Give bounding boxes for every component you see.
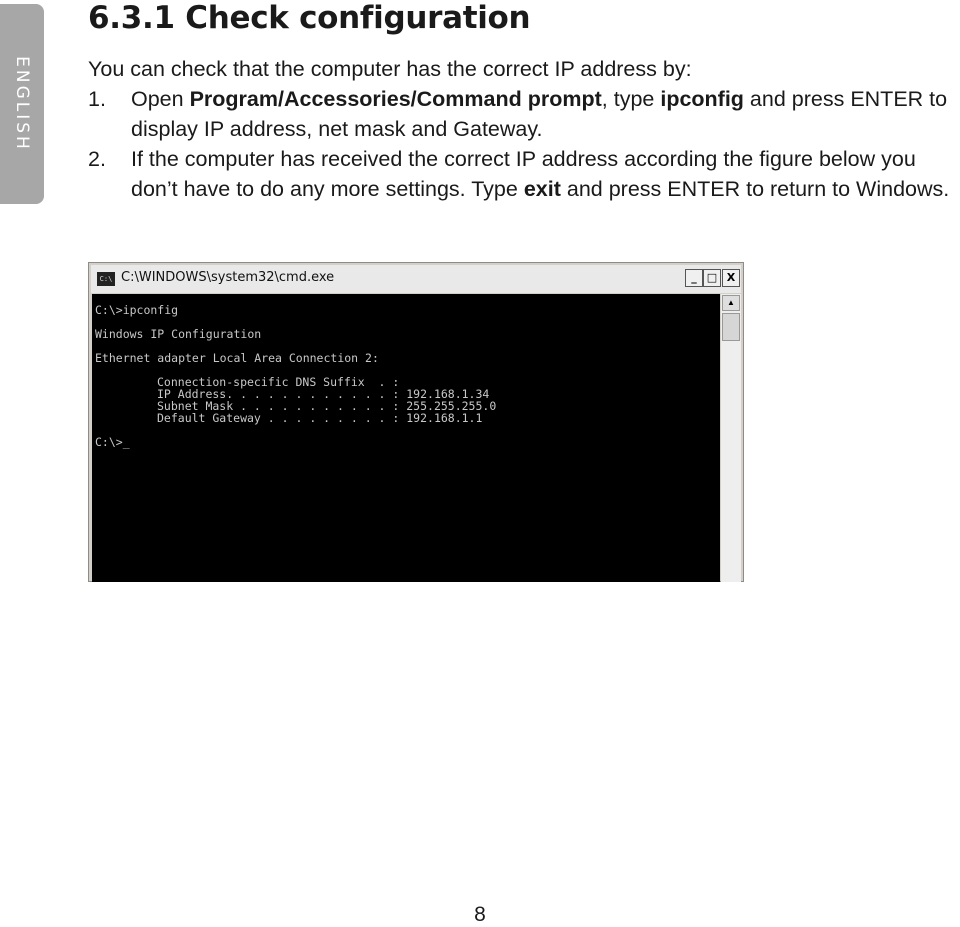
scroll-thumb[interactable]: [722, 313, 740, 341]
console-line: Subnet Mask . . . . . . . . . . . : 255.255.255.0: [157, 399, 497, 413]
console-line: Default Gateway . . . . . . . . . : 192.168.1.1: [157, 411, 483, 425]
console-prompt: C:\>_: [95, 435, 130, 449]
step-bold-text: exit: [523, 177, 561, 201]
close-button[interactable]: X: [722, 269, 740, 287]
console-line: Connection-specific DNS Suffix . :: [157, 375, 400, 389]
language-tab: [0, 4, 44, 204]
console-line: C:\>ipconfig: [95, 303, 179, 317]
cmd-window-screenshot: [88, 262, 744, 582]
step-bold-text: Program/Accessories/Command prompt: [189, 87, 602, 111]
scroll-up-arrow-icon[interactable]: ▲: [722, 295, 740, 311]
console-line: IP Address. . . . . . . . . . . . : 192.168.1.34: [157, 387, 490, 401]
steps-list: [88, 84, 960, 204]
step-bold-text: ipconfig: [660, 87, 744, 111]
step-text: and press ENTER to return to Windows.: [560, 177, 950, 201]
step-text: If the computer has received the correct IP address according the figure below you don’t have to do any more settings. Type: [131, 147, 916, 201]
step-item: [88, 84, 960, 144]
console-output[interactable]: [92, 294, 720, 582]
step-number: 1.: [88, 87, 106, 111]
language-tab-label: ENGLISH: [12, 56, 32, 152]
cmd-app-icon: C:\: [97, 272, 115, 286]
step-text: , type: [601, 87, 661, 111]
cmd-window-title: C:\WINDOWS\system32\cmd.exe: [121, 270, 335, 285]
step-text: and press ENTER to display IP address, net mask and Gateway.: [131, 87, 948, 141]
page-number: 8: [474, 903, 486, 926]
step-item: [88, 144, 960, 204]
step-text: Open: [131, 87, 190, 111]
step-number: 2.: [88, 147, 106, 171]
console-line: Ethernet adapter Local Area Connection 2:: [95, 351, 379, 365]
vertical-scrollbar[interactable]: [721, 294, 741, 582]
section-heading: 6.3.1 Check configuration: [88, 0, 531, 36]
instructions: [88, 54, 960, 204]
maximize-button[interactable]: □: [703, 269, 721, 287]
intro-text: You can check that the computer has the correct IP address by:: [88, 57, 692, 81]
console-line: Windows IP Configuration: [95, 327, 262, 341]
minimize-button[interactable]: _: [685, 269, 703, 287]
cmd-titlebar: [91, 265, 741, 293]
